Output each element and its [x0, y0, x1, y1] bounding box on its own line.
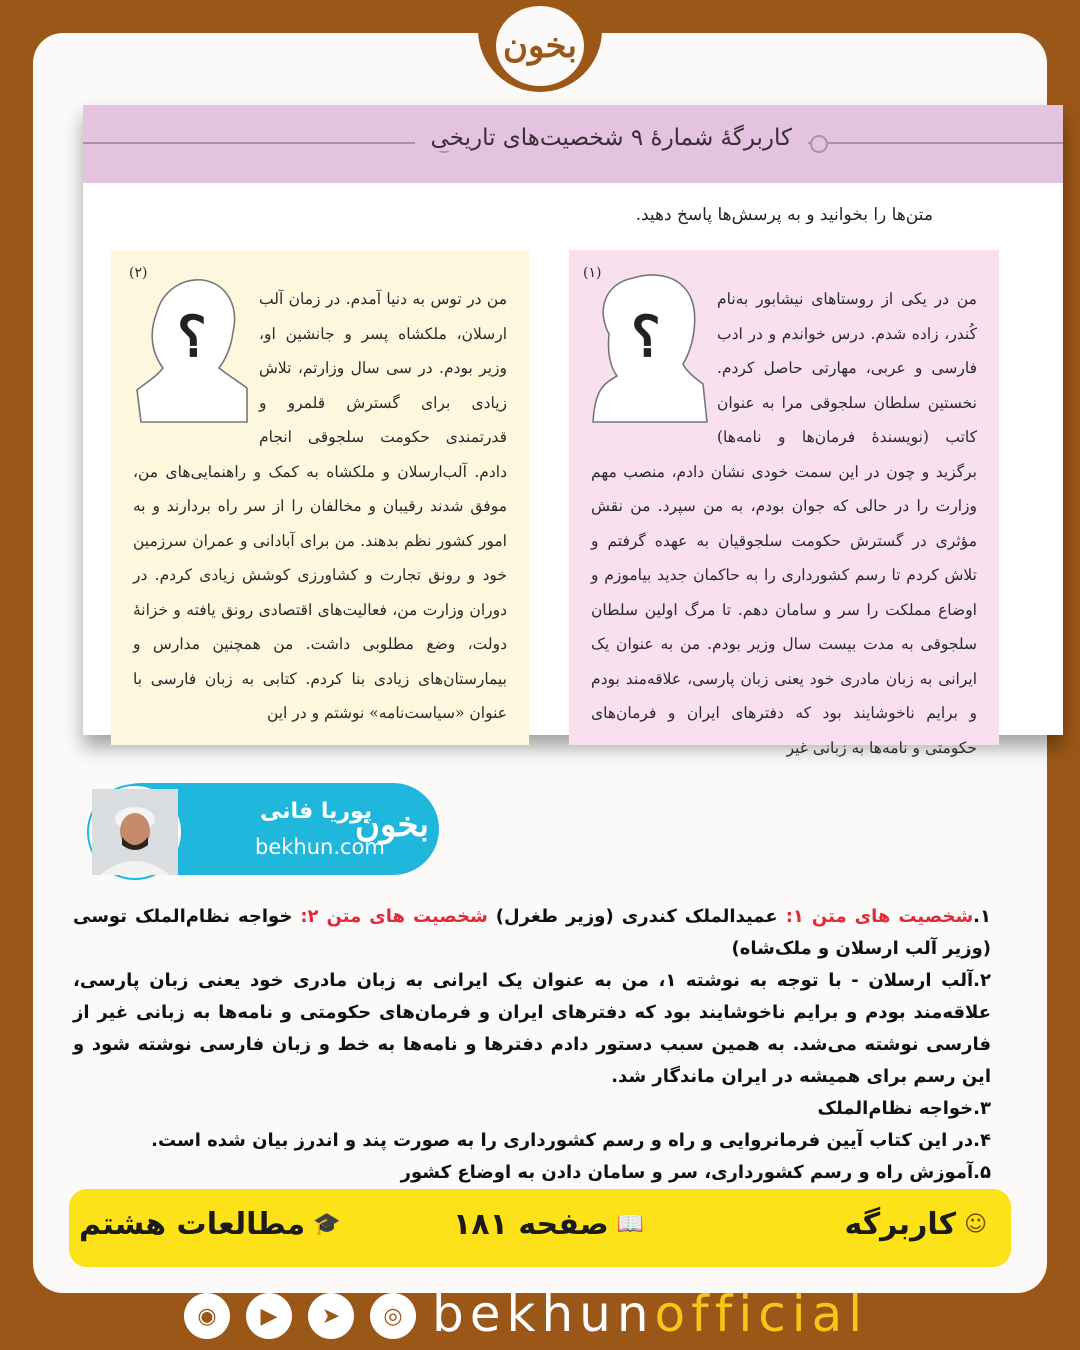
text-panel-1 — [569, 250, 999, 757]
film-icon[interactable]: ◉ — [184, 1293, 230, 1339]
worksheet-instruction: متن‌ها را بخوانید و به پرسش‌ها پاسخ دهید. — [635, 205, 933, 225]
youtube-icon[interactable]: ▶ — [246, 1293, 292, 1339]
answer-text: در این کتاب آیین فرمانروایی و راه و رسم کشورداری را به صورت پند و اندرز بیان شده است. — [151, 1130, 974, 1151]
subject-text: مطالعات هشتم — [79, 1207, 306, 1242]
worksheet-label — [845, 1207, 988, 1242]
answer-item — [73, 965, 991, 1093]
bekhun-logo: بخون — [503, 26, 577, 66]
answer-number: ۱. — [973, 906, 992, 927]
answer-text: عمیدالملک کندری (وزیر طغرل) — [487, 906, 778, 927]
answer-label: شخصیت های متن ۱: — [777, 906, 974, 927]
author-website[interactable]: bekhun.com — [255, 835, 385, 859]
panel-text: من در توس به دنیا آمدم. در زمان آلب ارسلان، ملکشاه پسر و جانشین او، وزیر بودم. در سی سال وزارتم، تلاش زیادی برای گسترش قلمرو و قدرتمندی حکومت سلجوقی انجام دادم. آلب‌ارسلان و ملکشاه به کمک و راهنمایی‌های من، موفق شدند رقیبان و مخالفان را از سر راه بردارند و به امور کشور نظم بدهند. من برای آبادانی و عمران سرزمین خود و رونق تجارت و کشاورزی کوشش زیادی کردم. در دوران وزارت من، فعالیت‌های اقتصادی رونق یافته و خزانهٔ دولت، وضع مطلوبی داشت. من همچنین مدارس و بیمارستان‌های زیادی بنا کردم. کتابی به زبان فارسی با عنوان «سیاست‌نامه» نوشتم و در این — [133, 290, 507, 722]
footer — [0, 1285, 1080, 1350]
content-card — [33, 33, 1047, 1293]
answer-item — [73, 1093, 991, 1125]
unknown-person-silhouette — [133, 272, 251, 422]
telegram-icon[interactable]: ➤ — [308, 1293, 354, 1339]
page-label — [453, 1207, 644, 1242]
question-mark-icon: ؟ — [631, 304, 661, 370]
answer-label: شخصیت های متن ۲: — [292, 906, 488, 927]
author-name: پوریا فانی — [260, 799, 373, 824]
worksheet-text: کاربرگه — [844, 1207, 957, 1242]
author-avatar — [89, 786, 181, 878]
panel-number: (۱) — [583, 265, 602, 281]
answer-text: خواجه نظام‌الملک — [817, 1098, 974, 1119]
text-panel-2 — [111, 250, 529, 745]
worksheet-title: کاربرگهٔ شمارهٔ ۹ شخصیت‌های تاریخی — [415, 125, 808, 151]
answer-number: ۲. — [973, 970, 991, 991]
question-mark-icon: ؟ — [177, 304, 207, 370]
answer-text: آموزش راه و رسم کشورداری، سر و سامان دادن به اوضاع کشور — [400, 1162, 974, 1183]
teacher-icon: ☺ — [964, 1212, 987, 1237]
answer-item — [73, 901, 991, 965]
brand-handle[interactable] — [432, 1285, 868, 1343]
brand-accent: official — [654, 1285, 869, 1343]
page-text: صفحه ۱۸۱ — [453, 1207, 609, 1242]
answer-number: ۳. — [973, 1098, 991, 1119]
book-icon: 📖 — [616, 1212, 645, 1237]
answer-text: آلب ارسلان - با توجه به نوشته ۱، من به عنوان یک ایرانی به زبان مادری خود یعنی زبان پارسی، علاقه‌مند بودم و برایم ناخوشایند بود که دفترهای ایران و فرمان‌های حکومتی و نامه‌ها به زبانی غیر از فارسی نوشته می‌شد. به همین سبب دستور دادم دفترها و نامه‌ها به خط و زبان فارسی نوشته شود و این رسم برای همیشه در ایران ماندگار شد. — [73, 970, 991, 1087]
panel-text: من در یکی از روستاهای نیشابور به‌نام کُندر، زاده شدم. درس خواندم و در ادب فارسی و عربی، مهارتی حاصل کردم. نخستین سلطان سلجوقی مرا به عنوان کاتب (نویسندهٔ فرمان‌ها و نامه‌ها) برگزید و چون در این سمت خودی نشان دادم، منصب مهم وزارت را در حالی که جوان بودم، به من سپرد. من نقش مؤثری در گسترش حکومت سلجوقیان به عهده گرفتم و تلاش کردم تا رسم کشورداری را به حاکمان جدید بیاموزم و اوضاع مملکت را سر و سامان دهم. تا مرگ اولین سلطان سلجوقی به مدت بیست سال وزیر بودم. من به عنوان یک ایرانی به زبان مادری خود یعنی زبان پارسی، علاقه‌مند بودم و برایم ناخوشایند بود که دفترهای ایران و فرمان‌های حکومتی و نامه‌ها به زبانی غیر — [591, 290, 977, 757]
panel-number: (۲) — [129, 265, 148, 281]
unknown-person-silhouette — [591, 272, 709, 422]
subject-label — [79, 1207, 341, 1242]
answers-list — [73, 901, 991, 1189]
info-bar — [69, 1189, 1011, 1267]
answer-number: ۴. — [973, 1130, 991, 1151]
answer-item — [73, 1157, 991, 1189]
answer-text: خواجه نظام‌الملک توسی (وزیر آلب ارسلان و ملک‌شاه) — [73, 906, 991, 959]
answer-item — [73, 1125, 991, 1157]
textbook-scan — [83, 105, 1063, 757]
scan-header — [83, 105, 1063, 183]
graduation-cap-icon: 🎓 — [313, 1212, 341, 1237]
header-dot — [810, 135, 828, 153]
instagram-icon[interactable]: ◎ — [370, 1293, 416, 1339]
brand-main: bekhun — [432, 1285, 655, 1343]
answer-number: ۵. — [973, 1162, 991, 1183]
bekhun-logo: بخون — [355, 805, 429, 845]
author-banner[interactable] — [95, 783, 439, 875]
